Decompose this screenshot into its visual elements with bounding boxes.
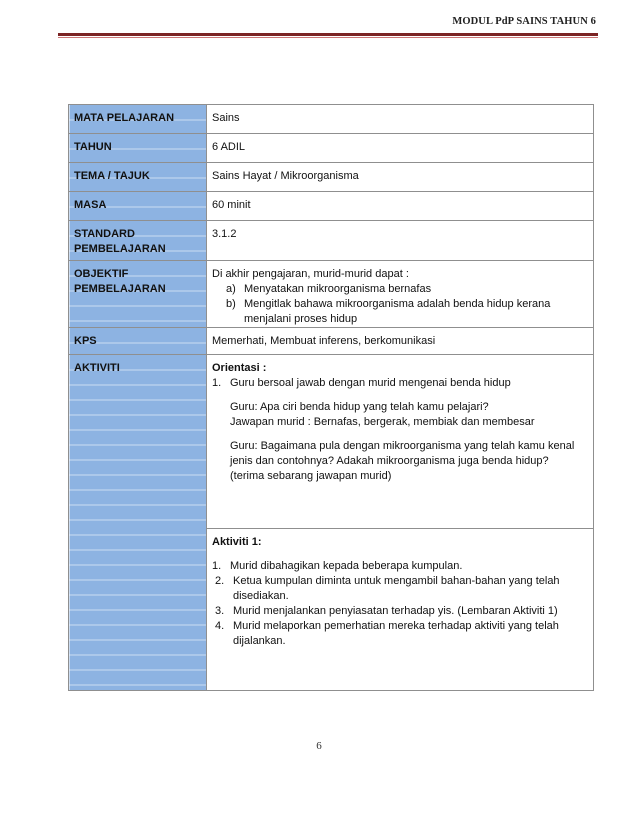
orientasi-note: (terima sebarang jawapan murid) (230, 470, 392, 482)
murid-answer-1: Jawapan murid : Bernafas, bergerak, membiak dan membesar (230, 416, 535, 428)
guru-question-1: Guru: Apa ciri benda hidup yang telah kamu pelajari? (230, 401, 489, 413)
label-masa: MASA (74, 199, 107, 211)
label-kps: KPS (74, 335, 97, 347)
row-tahun (69, 134, 594, 163)
value-mata-pelajaran: Sains (212, 112, 240, 124)
value-cell (207, 529, 594, 691)
label-aktiviti: AKTIVITI (74, 362, 120, 374)
label-cell (69, 134, 207, 163)
label-cell (69, 221, 207, 261)
list-item (212, 604, 585, 619)
list-text: Guru bersoal jawab dengan murid mengenai benda hidup (230, 377, 511, 389)
value-cell (207, 355, 594, 529)
label-cell (69, 261, 207, 328)
label-mata-pelajaran: MATA PELAJARAN (74, 112, 175, 124)
value-masa: 60 minit (212, 199, 251, 211)
value-cell (207, 261, 594, 328)
label-cell (69, 105, 207, 134)
header-rule-thin (58, 37, 598, 38)
value-standard: 3.1.2 (212, 228, 237, 240)
value-cell (207, 134, 594, 163)
label-tahun: TAHUN (74, 141, 112, 153)
list-marker: 2. (215, 575, 225, 587)
list-text: Ketua kumpulan diminta untuk mengambil bahan-bahan yang telah disediakan. (233, 575, 560, 602)
list-item (212, 376, 585, 391)
list-item (212, 574, 585, 604)
label-cell (69, 355, 207, 691)
list-text: Murid melaporkan pemerhatian mereka terhadap aktiviti yang telah dijalankan. (233, 620, 559, 647)
list-marker: 4. (215, 620, 225, 632)
row-masa (69, 192, 594, 221)
label-standard-line1: STANDARD (74, 228, 135, 240)
label-objektif-line2: PEMBELAJARAN (74, 283, 166, 295)
label-cell (69, 163, 207, 192)
value-cell (207, 221, 594, 261)
label-objektif-line1: OBJEKTIF (74, 268, 129, 280)
aktiviti1-heading: Aktiviti 1: (212, 536, 262, 548)
lesson-plan-table (68, 104, 594, 691)
row-mata-pelajaran (69, 105, 594, 134)
guru-question-2: Guru: Bagaimana pula dengan mikroorganisma yang telah kamu kenal jenis dan contohnya? Adakah mikroorganisma juga benda hidup? (230, 440, 575, 467)
list-marker: 1. (212, 560, 222, 572)
orientasi-heading: Orientasi : (212, 362, 267, 374)
label-cell (69, 192, 207, 221)
list-marker: b) (226, 298, 236, 310)
list-marker: 1. (212, 377, 222, 389)
label-standard-line2: PEMBELAJARAN (74, 243, 166, 255)
row-aktiviti (69, 355, 594, 529)
value-tahun: 6 ADIL (212, 141, 246, 153)
header-rule (58, 33, 598, 36)
value-cell (207, 192, 594, 221)
objektif-intro: Di akhir pengajaran, murid-murid dapat : (212, 268, 409, 280)
list-text: Murid menjalankan penyiasatan terhadap yis. (Lembaran Aktiviti 1) (233, 605, 558, 617)
list-marker: a) (226, 283, 236, 295)
list-item (212, 297, 585, 327)
value-tema: Sains Hayat / Mikroorganisma (212, 170, 359, 182)
list-marker: 3. (215, 605, 225, 617)
list-text: Mengitlak bahawa mikroorganisma adalah benda hidup kerana menjalani proses hidup (244, 298, 551, 325)
running-header: MODUL PdP SAINS TAHUN 6 (452, 16, 596, 27)
row-objektif (69, 261, 594, 328)
list-item (212, 282, 585, 297)
label-cell (69, 328, 207, 355)
value-cell (207, 328, 594, 355)
list-text: Menyatakan mikroorganisma bernafas (244, 283, 432, 295)
page-number: 6 (316, 740, 322, 752)
row-tema (69, 163, 594, 192)
row-kps (69, 328, 594, 355)
value-cell (207, 105, 594, 134)
value-cell (207, 163, 594, 192)
list-item (212, 559, 585, 574)
label-tema: TEMA / TAJUK (74, 170, 150, 182)
row-standard (69, 221, 594, 261)
list-text: Murid dibahagikan kepada beberapa kumpulan. (230, 560, 463, 572)
value-kps: Memerhati, Membuat inferens, berkomunikasi (212, 335, 436, 347)
list-item (212, 619, 585, 649)
